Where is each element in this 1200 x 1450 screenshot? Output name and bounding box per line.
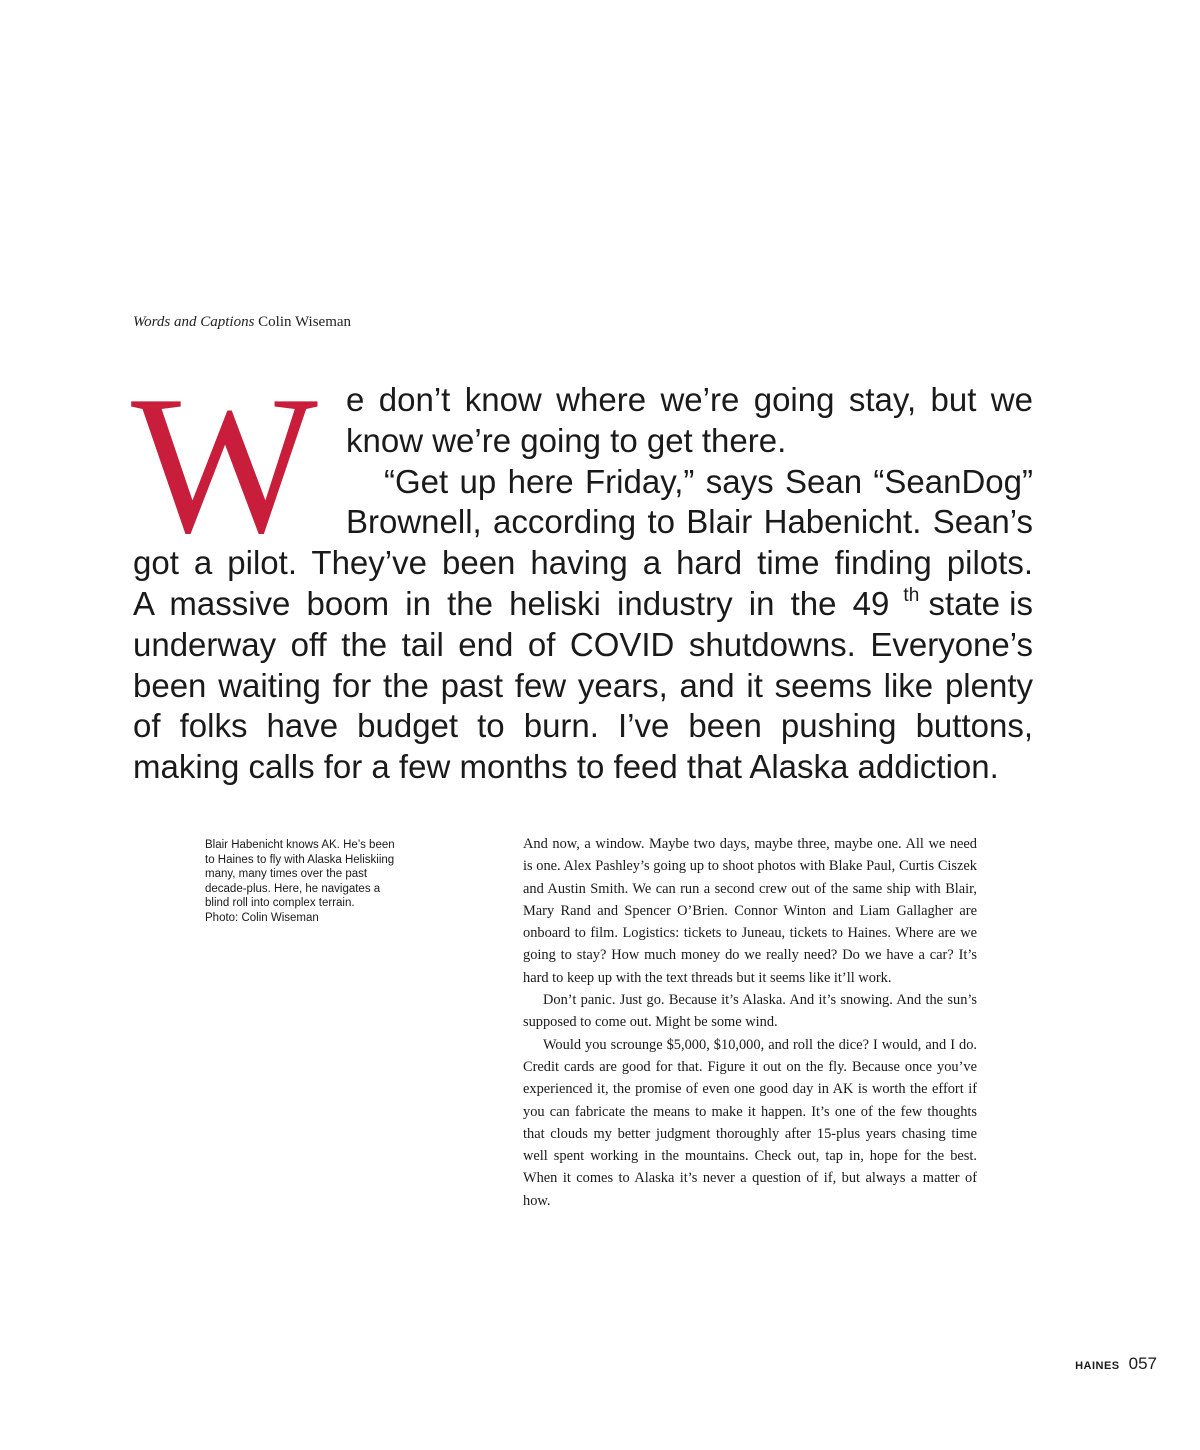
lede-line bbox=[133, 584, 1033, 625]
lede-line: “Get up here Friday,” says Sean “SeanDog” bbox=[384, 462, 1033, 500]
lede-line-tail bbox=[903, 584, 1033, 625]
lede-line-part: state is bbox=[919, 584, 1033, 622]
section-name: HAINES bbox=[1075, 1360, 1120, 1372]
lede-line-part: A massive boom in the heliski industry in the 49 bbox=[133, 584, 890, 622]
lede-line: underway off the tail end of COVID shutdowns. Everyone’s bbox=[133, 625, 1033, 663]
byline bbox=[133, 314, 351, 331]
lede-line: got a pilot. They’ve been having a hard time finding pilots. bbox=[133, 544, 1033, 582]
lede-line-words bbox=[133, 584, 903, 625]
page-folio bbox=[1075, 1354, 1157, 1374]
body-text-column bbox=[523, 833, 977, 1212]
superscript-th: th bbox=[903, 584, 920, 606]
page-number: 057 bbox=[1128, 1354, 1157, 1373]
body-paragraph: Would you scrounge $5,000, $10,000, and roll the dice? I would, and I do. Credit cards are good for that. Figure it out on the fly. Because once you’ve experienced it, the promise of even one good day in AK is worth the effort if you can fabricate the means to make it happen. It’s one of the few thoughts that clouds my better judgment thoroughly after 15-plus years chasing time well spent working in the mountains. Check out, tap in, hope for the best. When it comes to Alaska it’s never a question of if, but always a matter of how. bbox=[523, 1036, 977, 1209]
caption-credit: Photo: Colin Wiseman bbox=[205, 911, 319, 924]
lede-line: been waiting for the past few years, and it seems like plenty bbox=[133, 666, 1033, 704]
lede-line: of folks have budget to burn. I’ve been pushing buttons, bbox=[133, 707, 1033, 745]
lede-line: e don’t know where we’re going stay, but we bbox=[346, 381, 1033, 418]
lede-paragraph bbox=[133, 380, 1033, 788]
lede-line: Brownell, according to Blair Habenicht. Sean’s bbox=[346, 503, 1033, 541]
lede-line: making calls for a few months to feed that Alaska addiction. bbox=[133, 748, 999, 786]
caption-line: blind roll into complex terrain. bbox=[205, 897, 355, 910]
byline-label: Words and Captions bbox=[133, 314, 255, 330]
lede-line: know we’re going to get there. bbox=[346, 421, 787, 459]
photo-caption bbox=[205, 838, 435, 926]
body-paragraph: Don’t panic. Just go. Because it’s Alaska. And it’s snowing. And the sun’s supposed to come out. Might be some wind. bbox=[523, 992, 977, 1031]
caption-line: many, many times over the past bbox=[205, 868, 368, 881]
body-paragraph: And now, a window. Maybe two days, maybe three, maybe one. All we need is one. Alex Pashley’s going up to shoot photos with Blake Paul, Curtis Ciszek and Austin Smith. We can run a second crew out of the same ship with Blair, Mary Rand and Spencer O’Brien. Connor Winton and Liam Gallagher are onboard to film. Logistics: tickets to Juneau, tickets to Haines. Where are we going to stay? How much money do we really need? Do we have a car? It’s hard to keep up with the text threads but it seems like it’ll work. bbox=[523, 836, 977, 986]
drop-cap: W bbox=[131, 355, 314, 574]
caption-line: to Haines to fly with Alaska Heliskiing bbox=[205, 853, 395, 866]
caption-line: Blair Habenicht knows AK. He’s been bbox=[205, 839, 395, 851]
caption-line: decade-plus. Here, he navigates a bbox=[205, 882, 381, 895]
byline-author: Colin Wiseman bbox=[258, 314, 352, 330]
